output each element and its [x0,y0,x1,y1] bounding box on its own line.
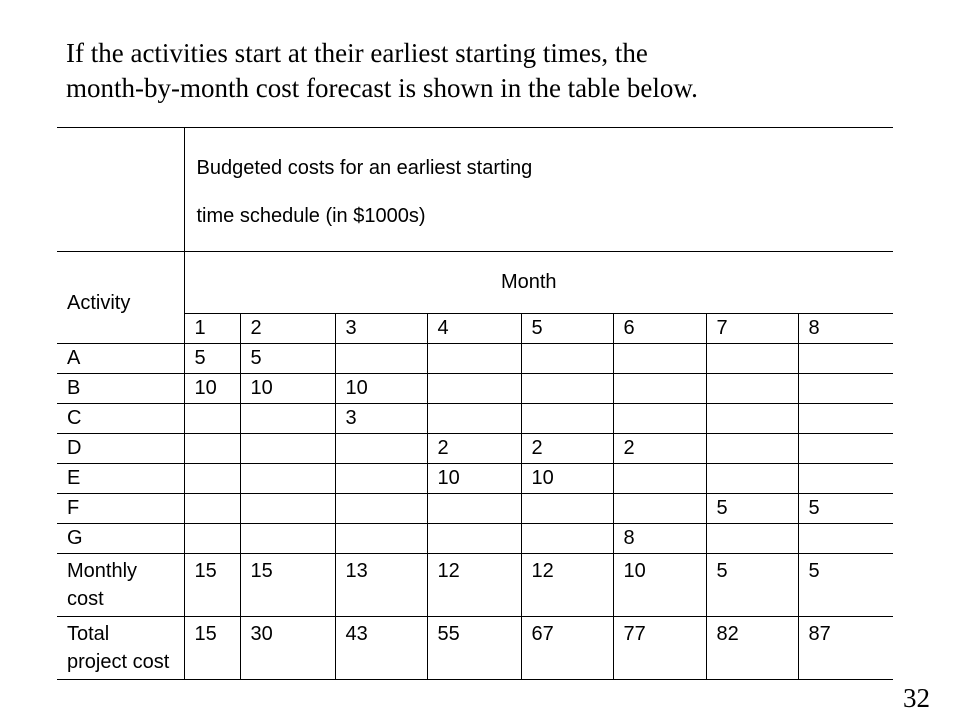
total-project-cost-label-line-2: project cost [67,651,170,673]
cost-cell [798,374,893,404]
total-project-cost-cell: 87 [798,617,893,680]
monthly-cost-label-line-1: Monthly [67,560,138,582]
cost-cell: 10 [521,464,613,494]
cost-cell [184,404,240,434]
cost-cell [427,404,521,434]
activity-label: D [57,434,184,464]
cost-cell: 5 [706,494,798,524]
monthly-cost-cell: 15 [240,554,335,617]
cost-cell [521,344,613,374]
monthly-cost-cell: 10 [613,554,706,617]
slide-number: 32 [903,683,930,713]
cost-cell: 10 [240,374,335,404]
cost-cell [184,494,240,524]
cost-cell [706,374,798,404]
cost-cell [798,404,893,434]
activity-label: A [57,344,184,374]
activity-label: B [57,374,184,404]
cost-cell: 5 [184,344,240,374]
corner-cell [57,128,184,252]
monthly-cost-label-line-2: cost [67,588,104,610]
month-number-cell: 2 [240,314,335,344]
total-project-cost-label [57,617,184,680]
table-title [184,128,893,252]
month-number-cell: 8 [798,314,893,344]
cost-cell [184,464,240,494]
monthly-cost-cell: 12 [427,554,521,617]
table-row [57,404,893,434]
total-project-cost-label-line-1: Total [67,623,110,645]
month-number-cell: 3 [335,314,427,344]
cost-cell: 10 [184,374,240,404]
monthly-cost-cell: 5 [798,554,893,617]
table-title-line-1: Budgeted costs for an earliest starting [196,156,533,179]
total-project-cost-cell: 77 [613,617,706,680]
table-title-line-2: time schedule (in $1000s) [196,204,426,227]
activity-label: G [57,524,184,554]
cost-cell [798,464,893,494]
cost-cell [335,344,427,374]
cost-cell: 5 [798,494,893,524]
activity-label: E [57,464,184,494]
cost-cell: 2 [613,434,706,464]
monthly-cost-cell: 13 [335,554,427,617]
activity-label: F [57,494,184,524]
cost-cell [706,464,798,494]
cost-cell [613,464,706,494]
intro-line-1: If the activities start at their earliest starting times, the [66,38,648,68]
cost-cell [613,344,706,374]
month-number-cell: 1 [184,314,240,344]
total-project-cost-cell: 43 [335,617,427,680]
month-header [184,252,893,314]
cost-cell [335,524,427,554]
cost-cell [521,374,613,404]
monthly-cost-row [57,554,893,617]
total-project-cost-cell: 15 [184,617,240,680]
cost-cell [613,404,706,434]
cost-cell: 10 [335,374,427,404]
cost-cell [613,374,706,404]
table-row [57,524,893,554]
table-row [57,434,893,464]
total-project-cost-cell: 67 [521,617,613,680]
monthly-cost-cell: 15 [184,554,240,617]
cost-cell: 5 [240,344,335,374]
month-header-text: Month [500,271,557,293]
cost-cell [184,524,240,554]
intro-text [66,36,946,106]
cost-cell [521,404,613,434]
total-project-cost-cell: 82 [706,617,798,680]
table-row [57,344,893,374]
cost-cell [427,374,521,404]
month-number-cell: 4 [427,314,521,344]
cost-cell: 2 [521,434,613,464]
cost-cell: 8 [613,524,706,554]
table-row [57,464,893,494]
table-row [57,374,893,404]
cost-cell [184,434,240,464]
cost-cell [706,344,798,374]
cost-cell: 10 [427,464,521,494]
cost-cell [798,344,893,374]
cost-cell [240,434,335,464]
total-project-cost-cell: 55 [427,617,521,680]
cost-cell [240,464,335,494]
cost-cell [798,524,893,554]
cost-cell [521,494,613,524]
activity-header: Activity [57,252,184,344]
cost-cell [335,464,427,494]
cost-cell [240,494,335,524]
cost-cell [335,494,427,524]
cost-cell [521,524,613,554]
cost-cell [240,404,335,434]
cost-cell [427,344,521,374]
monthly-cost-label [57,554,184,617]
cost-cell [427,524,521,554]
cost-cell: 2 [427,434,521,464]
total-project-cost-row [57,617,893,680]
intro-line-2: month-by-month cost forecast is shown in the table below. [66,73,698,103]
cost-cell [706,524,798,554]
monthly-cost-cell: 5 [706,554,798,617]
cost-cell [335,434,427,464]
cost-cell [798,434,893,464]
table-row [57,494,893,524]
month-number-cell: 7 [706,314,798,344]
cost-cell [427,494,521,524]
total-project-cost-cell: 30 [240,617,335,680]
cost-cell [706,434,798,464]
cost-cell: 3 [335,404,427,434]
activity-label: C [57,404,184,434]
month-number-cell: 6 [613,314,706,344]
cost-cell [613,494,706,524]
cost-cell [240,524,335,554]
month-number-cell: 5 [521,314,613,344]
budget-table [57,127,893,680]
monthly-cost-cell: 12 [521,554,613,617]
cost-cell [706,404,798,434]
